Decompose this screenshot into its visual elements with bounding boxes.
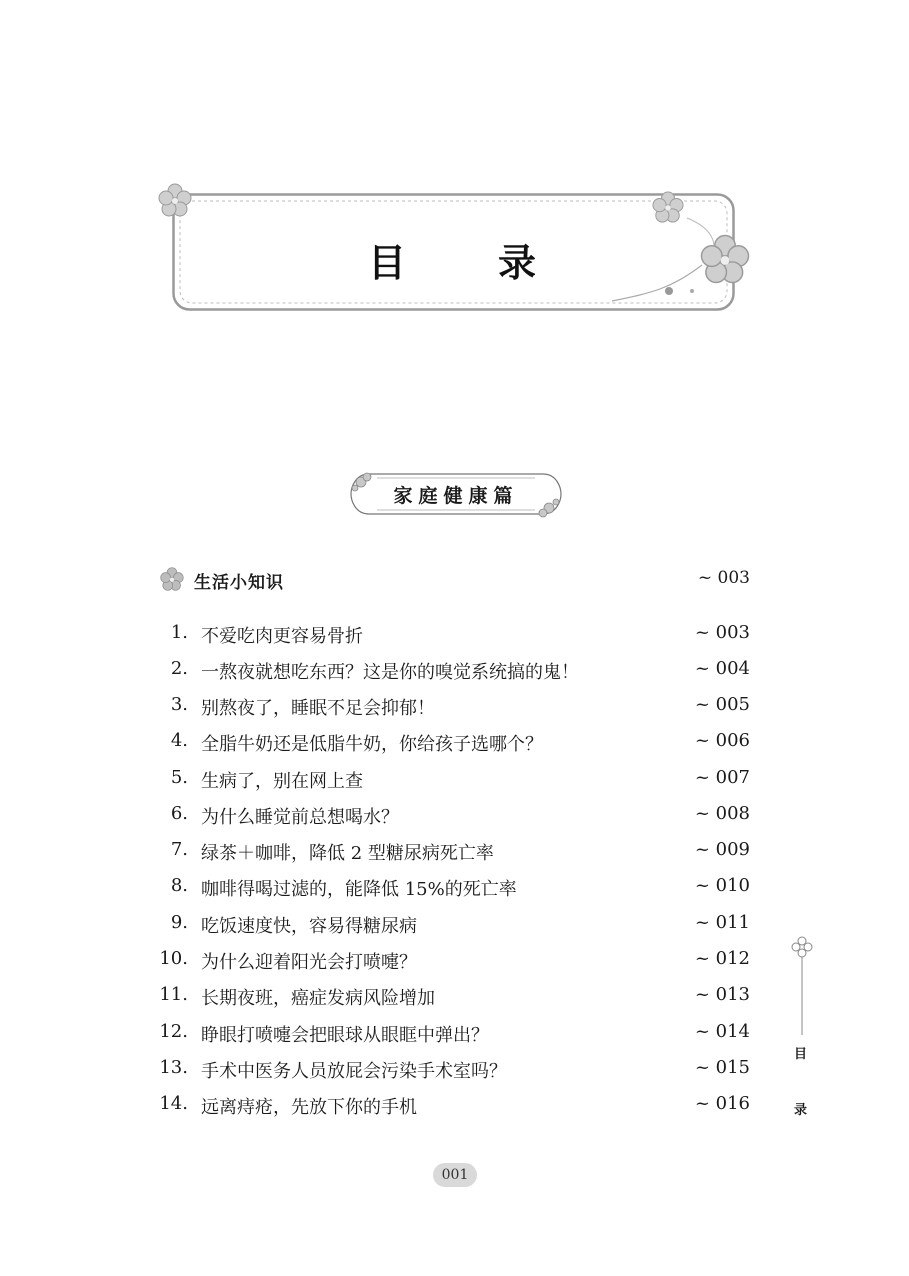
side-tab-char-1: 目: [794, 1047, 808, 1062]
entry-title: 为什么睡觉前总想喝水？: [201, 807, 399, 828]
entry-title: 绿茶＋咖啡，降低 2 型糖尿病死亡率: [201, 843, 494, 864]
entry-page: ~ 005: [694, 694, 750, 715]
entry-number: 10.: [159, 948, 188, 969]
toc-entry[interactable]: [160, 912, 750, 944]
entry-title: 不爱吃肉更容易骨折: [201, 626, 363, 647]
entry-number: 2.: [170, 658, 188, 679]
toc-entry[interactable]: [160, 658, 750, 690]
entry-page: ~ 016: [694, 1093, 750, 1114]
entry-title: 吃饭速度快，容易得糖尿病: [201, 916, 417, 937]
entry-title: 为什么迎着阳光会打喷嚏？: [201, 952, 417, 973]
entry-number: 4.: [170, 730, 188, 751]
entry-page: ~ 007: [694, 767, 750, 788]
toc-entry[interactable]: [160, 875, 750, 907]
entry-page: ~ 013: [694, 984, 750, 1005]
flower-ornament-icon: [652, 191, 684, 227]
entry-page: ~ 003: [694, 622, 750, 643]
entry-title: 全脂牛奶还是低脂牛奶，你给孩子选哪个？: [201, 734, 543, 755]
entry-number: 8.: [170, 875, 188, 896]
toc-entry[interactable]: [160, 803, 750, 835]
page-title-char-2: 录: [498, 241, 537, 285]
entry-page: ~ 011: [694, 912, 750, 933]
toc-entry[interactable]: [160, 694, 750, 726]
entry-title: 别熬夜了，睡眠不足会抑郁！: [201, 698, 435, 719]
title-frame: [172, 193, 735, 311]
entry-number: 5.: [170, 767, 188, 788]
entry-page: ~ 015: [694, 1057, 750, 1078]
subsection-title: 生活小知识: [194, 573, 284, 593]
entry-page: ~ 014: [694, 1021, 750, 1042]
toc-entry[interactable]: [160, 984, 750, 1016]
page-title-char-1: 目: [368, 241, 407, 285]
toc-entry[interactable]: [160, 1093, 750, 1125]
subsection-page: ~ 003: [697, 568, 750, 588]
toc-entry[interactable]: [160, 839, 750, 871]
entry-title: 一熬夜就想吃东西？这是你的嗅觉系统搞的鬼！: [201, 662, 579, 683]
entry-number: 13.: [159, 1057, 188, 1078]
entry-page: ~ 008: [694, 803, 750, 824]
entry-title: 手术中医务人员放屁会污染手术室吗？: [201, 1061, 507, 1082]
flower-bullet-icon: [160, 567, 184, 595]
toc-entry[interactable]: [160, 622, 750, 654]
toc-entry[interactable]: [160, 767, 750, 799]
flower-ornament-icon: [158, 183, 192, 221]
entry-page: ~ 004: [694, 658, 750, 679]
section-title: 家庭健康篇: [393, 485, 519, 507]
entry-number: 1.: [170, 622, 188, 643]
side-tab: [790, 935, 814, 1125]
flower-ornament-icon: [700, 234, 750, 288]
entry-title: 咖啡得喝过滤的，能降低 15%的死亡率: [201, 879, 517, 900]
entry-title: 远离痔疮，先放下你的手机: [201, 1097, 417, 1118]
entry-number: 11.: [159, 984, 188, 1005]
entry-title: 长期夜班，癌症发病风险增加: [201, 988, 435, 1009]
entry-number: 3.: [170, 694, 188, 715]
toc-entry[interactable]: [160, 948, 750, 980]
entry-title: 生病了，别在网上查: [201, 771, 363, 792]
side-tab-char-2: 录: [794, 1103, 808, 1118]
toc-entry[interactable]: [160, 1057, 750, 1089]
entry-number: 12.: [159, 1021, 188, 1042]
side-ornament-icon: [790, 935, 814, 1035]
section-banner: [347, 468, 565, 520]
entry-page: ~ 006: [694, 730, 750, 751]
toc-entry[interactable]: [160, 1021, 750, 1053]
entry-number: 7.: [170, 839, 188, 860]
entry-page: ~ 010: [694, 875, 750, 896]
page-number: 001: [433, 1163, 477, 1187]
subsection-header[interactable]: [160, 565, 750, 595]
entry-title: 睁眼打喷嚏会把眼球从眼眶中弹出？: [201, 1025, 489, 1046]
entry-number: 6.: [170, 803, 188, 824]
entry-number: 9.: [170, 912, 188, 933]
entry-page: ~ 012: [694, 948, 750, 969]
toc-entry[interactable]: [160, 730, 750, 762]
entry-number: 14.: [159, 1093, 188, 1114]
entry-page: ~ 009: [694, 839, 750, 860]
